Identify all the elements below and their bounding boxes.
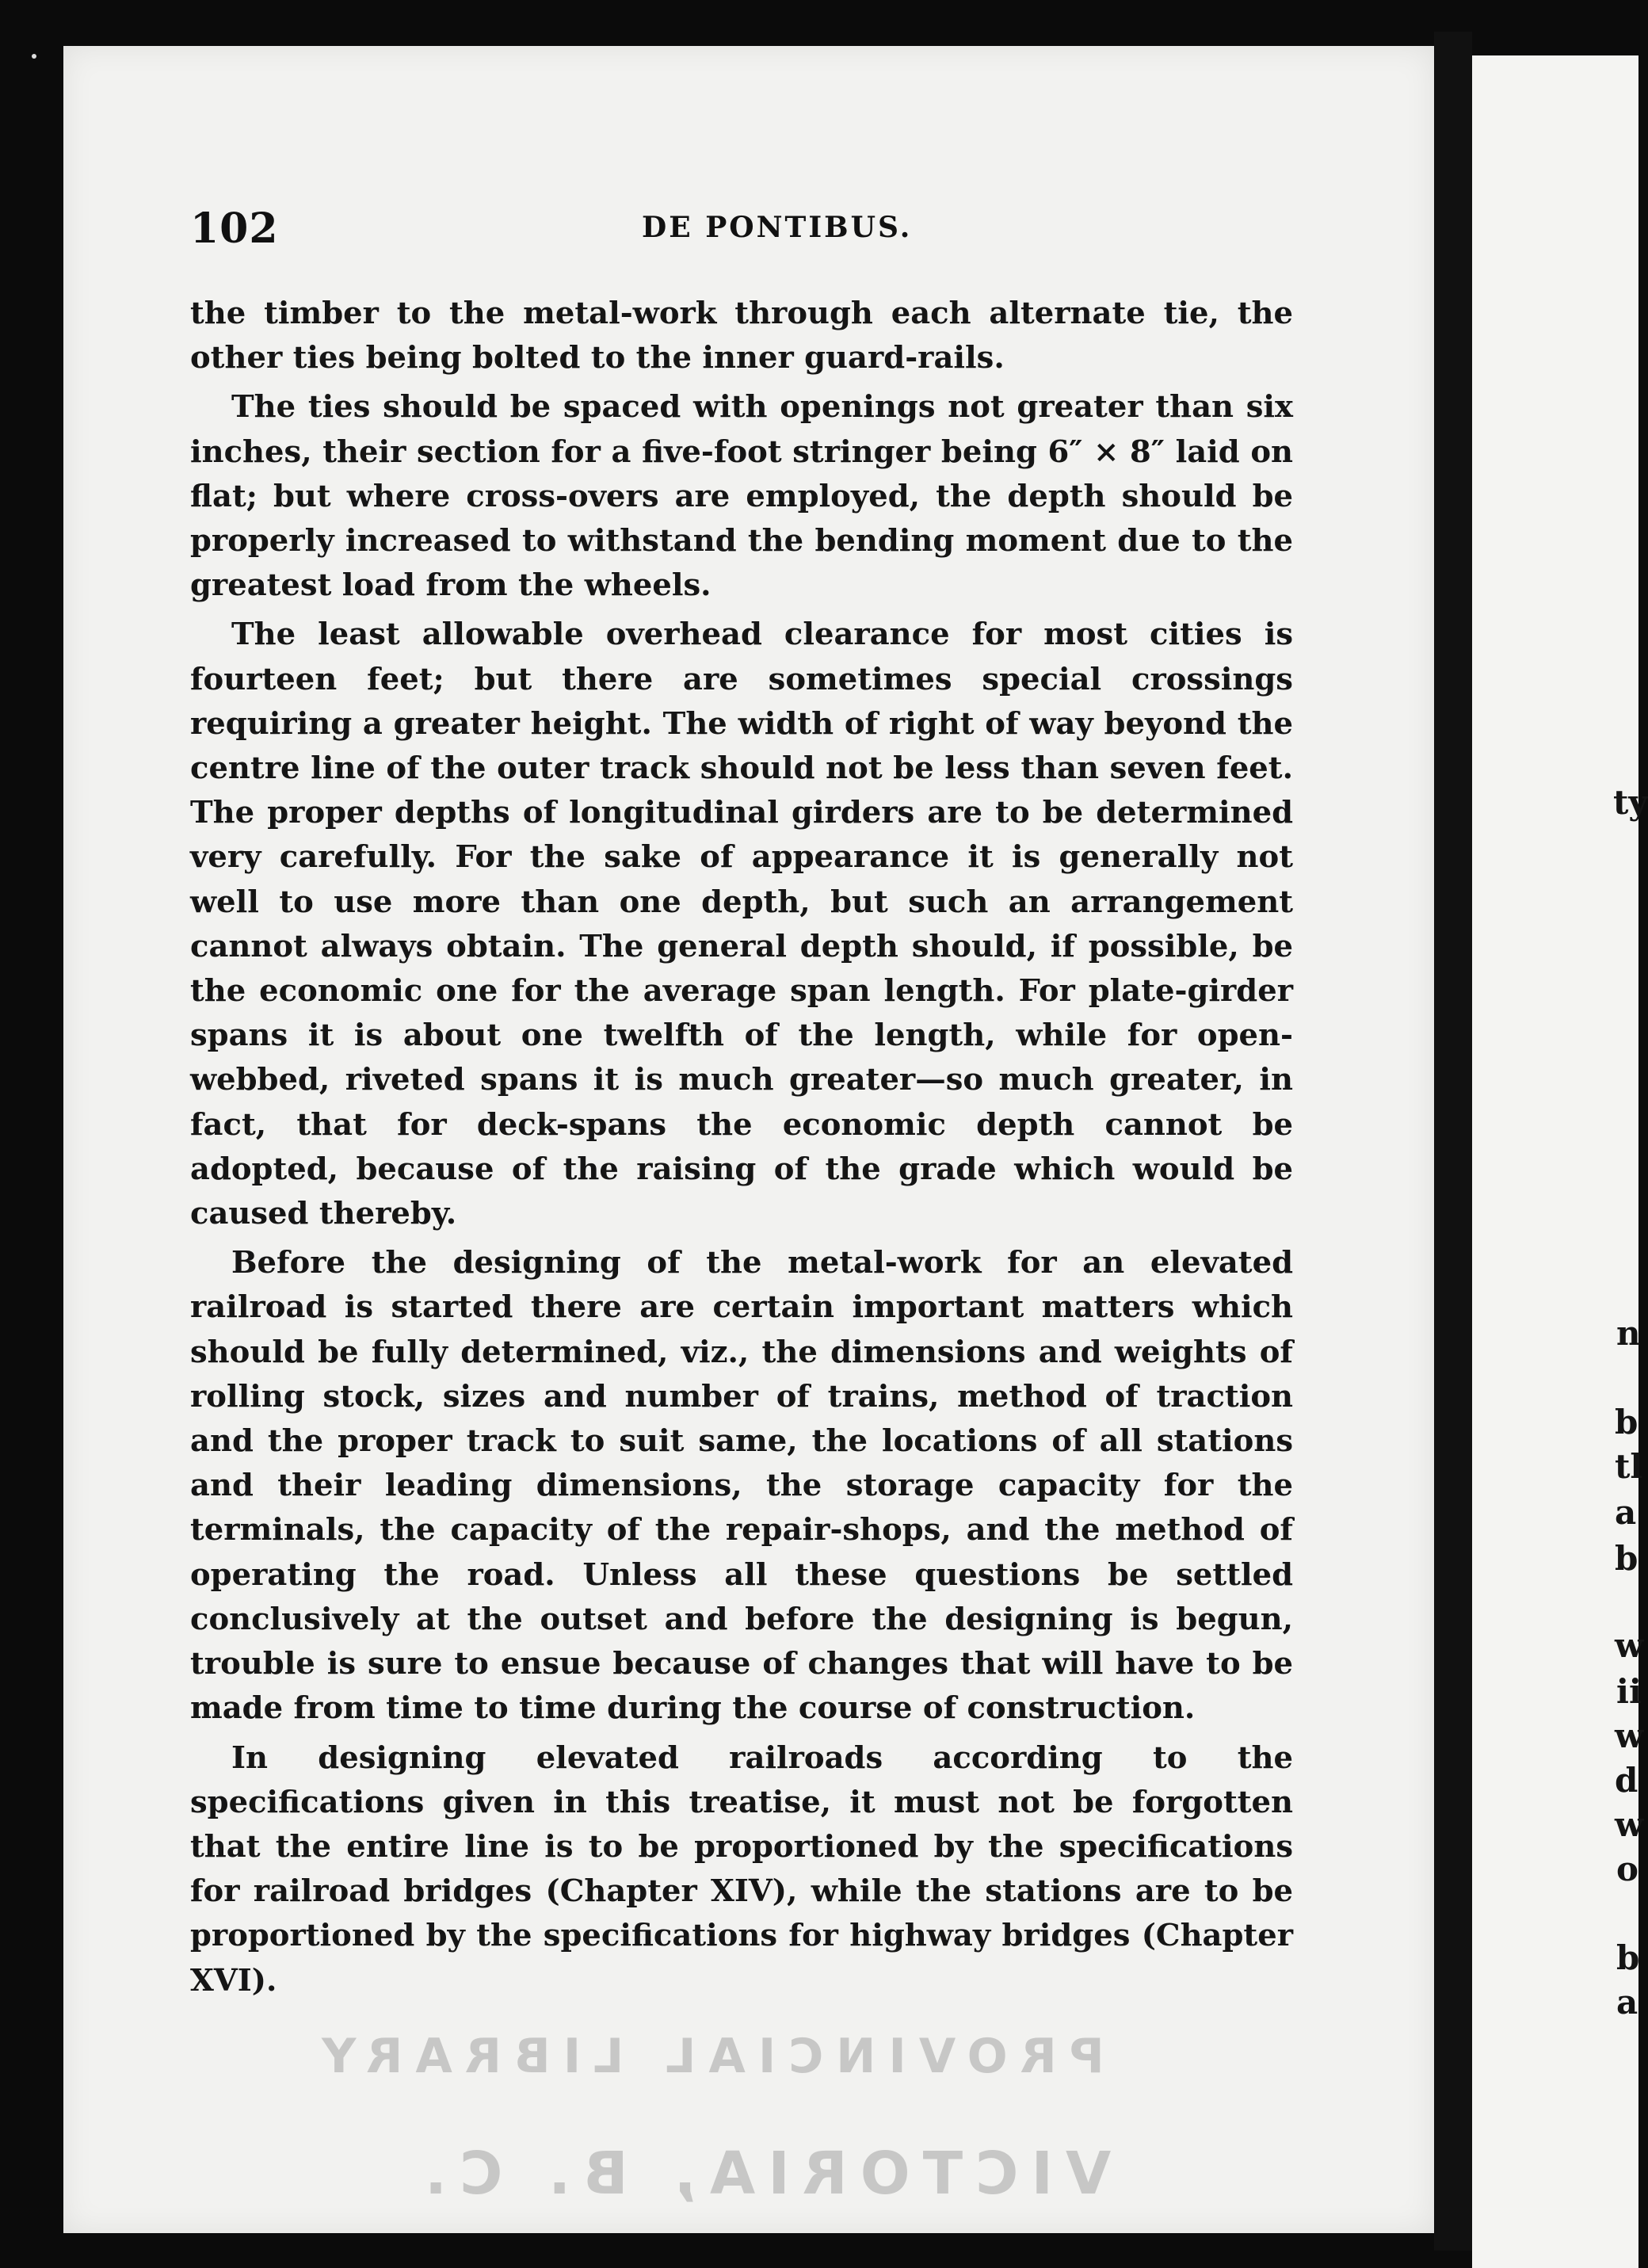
facing-fragment: b — [1615, 1403, 1638, 1441]
facing-fragment: b — [1616, 1938, 1640, 1977]
running-title: DE PONTIBUS. — [642, 211, 913, 244]
running-head — [190, 204, 1291, 252]
facing-fragment: w — [1615, 1805, 1644, 1844]
facing-fragment: o — [1616, 1850, 1639, 1888]
facing-fragment: ty — [1613, 783, 1648, 822]
facing-fragment: ii — [1616, 1672, 1642, 1711]
book-gutter — [1434, 32, 1472, 2251]
library-stamp-line: PROVINCIAL LIBRARY — [309, 2029, 1104, 2084]
facing-fragment: d — [1615, 1761, 1638, 1800]
paragraph: The ties should be spaced with openings not greater than six inches, their section for a five-foot stringer being 6″ × 8″ laid on flat; but where cross-overs are employed, the depth should be properly increased to withstand the bending moment due to the greatest load from the wheels. — [190, 389, 1293, 604]
facing-fragment: w — [1615, 1626, 1644, 1665]
page-number: 102 — [190, 204, 279, 253]
paragraph: In designing elevated railroads according to the specifications given in this treatise, it must not be forgotten that the entire line is to be proportioned by the specifications for railroad bridges (Chapter XIV), while the stations are to be proportioned by the specifications for highway bridges (Chapter XVI). — [190, 1739, 1293, 1999]
body-text — [190, 292, 1293, 2008]
facing-fragment: a — [1615, 1493, 1637, 1532]
paragraph: the timber to the metal-work through each alternate tie, the other ties being bolted to the inner guard-rails. — [190, 296, 1293, 376]
scan-dust-mark — [32, 54, 36, 59]
facing-fragment: a — [1616, 1983, 1638, 2022]
facing-fragment: b — [1615, 1539, 1638, 1578]
library-stamp-line: VICTORIA, B. C. — [412, 2140, 1112, 2208]
facing-page-edge — [1472, 55, 1648, 2268]
facing-fragment: n — [1616, 1314, 1641, 1353]
facing-fragment: tl — [1615, 1447, 1643, 1486]
facing-fragment: w — [1615, 1716, 1644, 1755]
paragraph: The least allowable overhead clearance for most cities is fourteen feet; but there are sometimes special crossings requiring a greater height. The width of right of way beyond the centre line of the outer track should not be less than seven feet. The proper depths of longitudinal girders are to be determined very carefully. For the sake of appearance it is generally not well to use more than one depth, but such an arrangement cannot always obtain. The general depth should, if possible, be the economic one for the average span length. For plate-girder spans it is about one twelfth of the length, while for open-webbed, riveted spans it is much greater—so much greater, in fact, that for deck-spans the economic depth cannot be adopted, because of the raising of the grade which would be caused thereby. — [190, 617, 1293, 1232]
paragraph: Before the designing of the metal-work for an elevated railroad is started there are certain important matters which should be fully determined, viz., the dimensions and weights of rolling stock, sizes and number of trains, method of traction and the proper track to suit same, the locations of all stations and their leading dimensions, the storage capacity for the terminals, the capacity of the repair-shops, and the method of operating the road. Unless all these questions be settled conclusively at the outset and before the designing is begun, trouble is sure to ensue because of changes that will have to be made from time to time during the course of construction. — [190, 1245, 1293, 1727]
